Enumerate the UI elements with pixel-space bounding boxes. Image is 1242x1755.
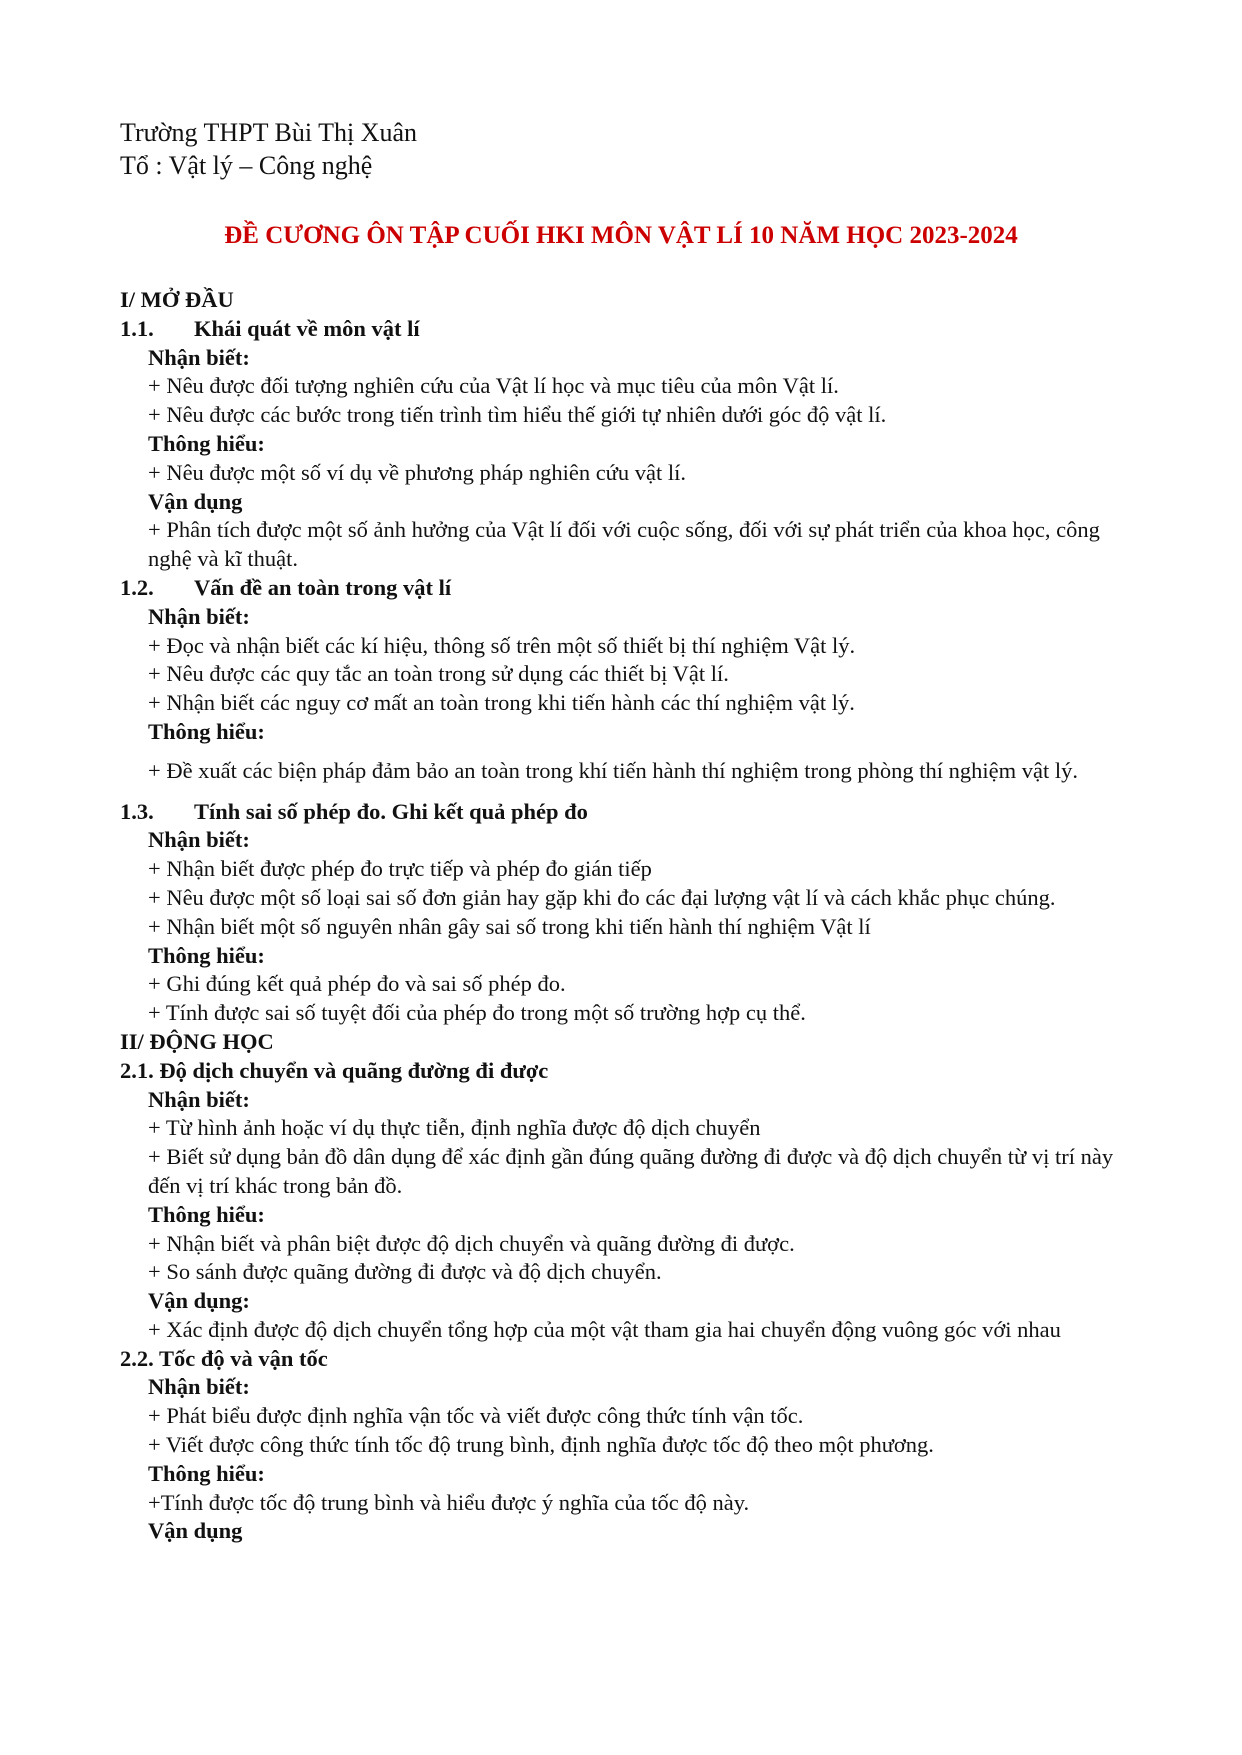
list-item: + Viết được công thức tính tốc độ trung bình, định nghĩa được tốc độ theo một phương. <box>148 1432 934 1458</box>
list-item: + So sánh được quãng đường đi được và độ dịch chuyển. <box>148 1259 662 1285</box>
level-label: Nhận biết: <box>148 1086 250 1112</box>
section-1-1-heading <box>120 315 1140 344</box>
list-item: + Nêu được các bước trong tiến trình tìm hiểu thế giới tự nhiên dưới góc độ vật lí. <box>148 402 887 428</box>
list-item: + Nhận biết được phép đo trực tiếp và phép đo gián tiếp <box>148 856 652 882</box>
level-label: Thông hiểu: <box>148 1201 265 1227</box>
level-label: Thông hiểu: <box>148 942 265 968</box>
section-1-2-heading <box>120 574 1140 603</box>
level-label: Thông hiểu: <box>148 1460 265 1486</box>
section-number: 1.2. <box>120 574 154 600</box>
list-item: + Ghi đúng kết quả phép đo và sai số phép đo. <box>148 971 566 997</box>
list-item: + Nhận biết các nguy cơ mất an toàn trong khi tiến hành các thí nghiệm vật lý. <box>148 690 855 716</box>
list-item: + Tính được sai số tuyệt đối của phép đo trong một số trường hợp cụ thể. <box>148 1000 806 1026</box>
section-title: Vấn đề an toàn trong vật lí <box>194 574 452 600</box>
list-item: + Biết sử dụng bản đồ dân dụng để xác định gần đúng quãng đường đi được và độ dịch chuyển từ vị trí này đến vị trí khác trong bản đồ. <box>148 1144 1114 1198</box>
list-item: + Nêu được các quy tắc an toàn trong sử dụng các thiết bị Vật lí. <box>148 661 729 687</box>
section-title: Khái quát về môn vật lí <box>194 315 420 341</box>
part2-heading: II/ ĐỘNG HỌC <box>120 1028 274 1054</box>
list-item: + Từ hình ảnh hoặc ví dụ thực tiễn, định nghĩa được độ dịch chuyển <box>148 1115 761 1141</box>
list-item: + Nêu được đối tượng nghiên cứu của Vật lí học và mục tiêu của môn Vật lí. <box>148 373 839 399</box>
document-body <box>120 286 1140 1546</box>
document-title: ĐỀ CƯƠNG ÔN TẬP CUỐI HKI MÔN VẬT LÍ 10 NĂM HỌC 2023-2024 <box>224 222 1018 249</box>
list-item: + Phân tích được một số ảnh hưởng của Vật lí đối với cuộc sống, đối với sự phát triển của khoa học, công nghệ và kĩ thuật. <box>148 517 1100 572</box>
list-item: + Nhận biết một số nguyên nhân gây sai số trong khi tiến hành thí nghiệm Vật lí <box>148 913 871 939</box>
document-header <box>120 116 417 182</box>
section-number: 1.3. <box>120 798 154 824</box>
section-title: Tính sai số phép đo. Ghi kết quả phép đo <box>194 798 588 824</box>
department-name: Tổ : Vật lý – Công nghệ <box>120 151 373 180</box>
list-item: + Đọc và nhận biết các kí hiệu, thông số trên một số thiết bị thí nghiệm Vật lý. <box>148 632 856 658</box>
level-label: Nhận biết: <box>148 827 250 853</box>
list-item: + Nêu được một số loại sai số đơn giản hay gặp khi đo các đại lượng vật lí và cách khắc phục chúng. <box>148 884 1056 910</box>
level-label: Nhận biết: <box>148 344 250 370</box>
list-item: + Nêu được một số ví dụ về phương pháp nghiên cứu vật lí. <box>148 459 686 485</box>
level-label: Nhận biết: <box>148 603 250 629</box>
level-label: Thông hiểu: <box>148 718 265 744</box>
list-item: + Phát biểu được định nghĩa vận tốc và viết được công thức tính vận tốc. <box>148 1403 804 1429</box>
level-label: Thông hiểu: <box>148 430 265 456</box>
list-item: +Tính được tốc độ trung bình và hiểu được ý nghĩa của tốc độ này. <box>148 1489 750 1515</box>
list-item: + Đề xuất các biện pháp đảm bảo an toàn trong khí tiến hành thí nghiệm trong phòng thí nghiệm vật lý. <box>148 757 1078 783</box>
list-item: + Xác định được độ dịch chuyển tổng hợp của một vật tham gia hai chuyển động vuông góc với nhau <box>148 1316 1061 1342</box>
level-label: Nhận biết: <box>148 1374 250 1400</box>
section-number: 1.1. <box>120 315 154 341</box>
part1-heading: I/ MỞ ĐẦU <box>120 287 234 312</box>
section-1-3-heading <box>120 798 1140 827</box>
section-2-2-heading: 2.2. Tốc độ và vận tốc <box>120 1345 328 1371</box>
level-label: Vận dụng: <box>148 1288 250 1314</box>
list-item: + Nhận biết và phân biệt được độ dịch chuyển và quãng đường đi được. <box>148 1230 795 1256</box>
school-name: Trường THPT Bùi Thị Xuân <box>120 118 418 147</box>
section-2-1-heading: 2.1. Độ dịch chuyển và quãng đường đi được <box>120 1057 549 1083</box>
level-label: Vận dụng <box>148 1518 243 1544</box>
level-label: Vận dụng <box>148 488 243 514</box>
